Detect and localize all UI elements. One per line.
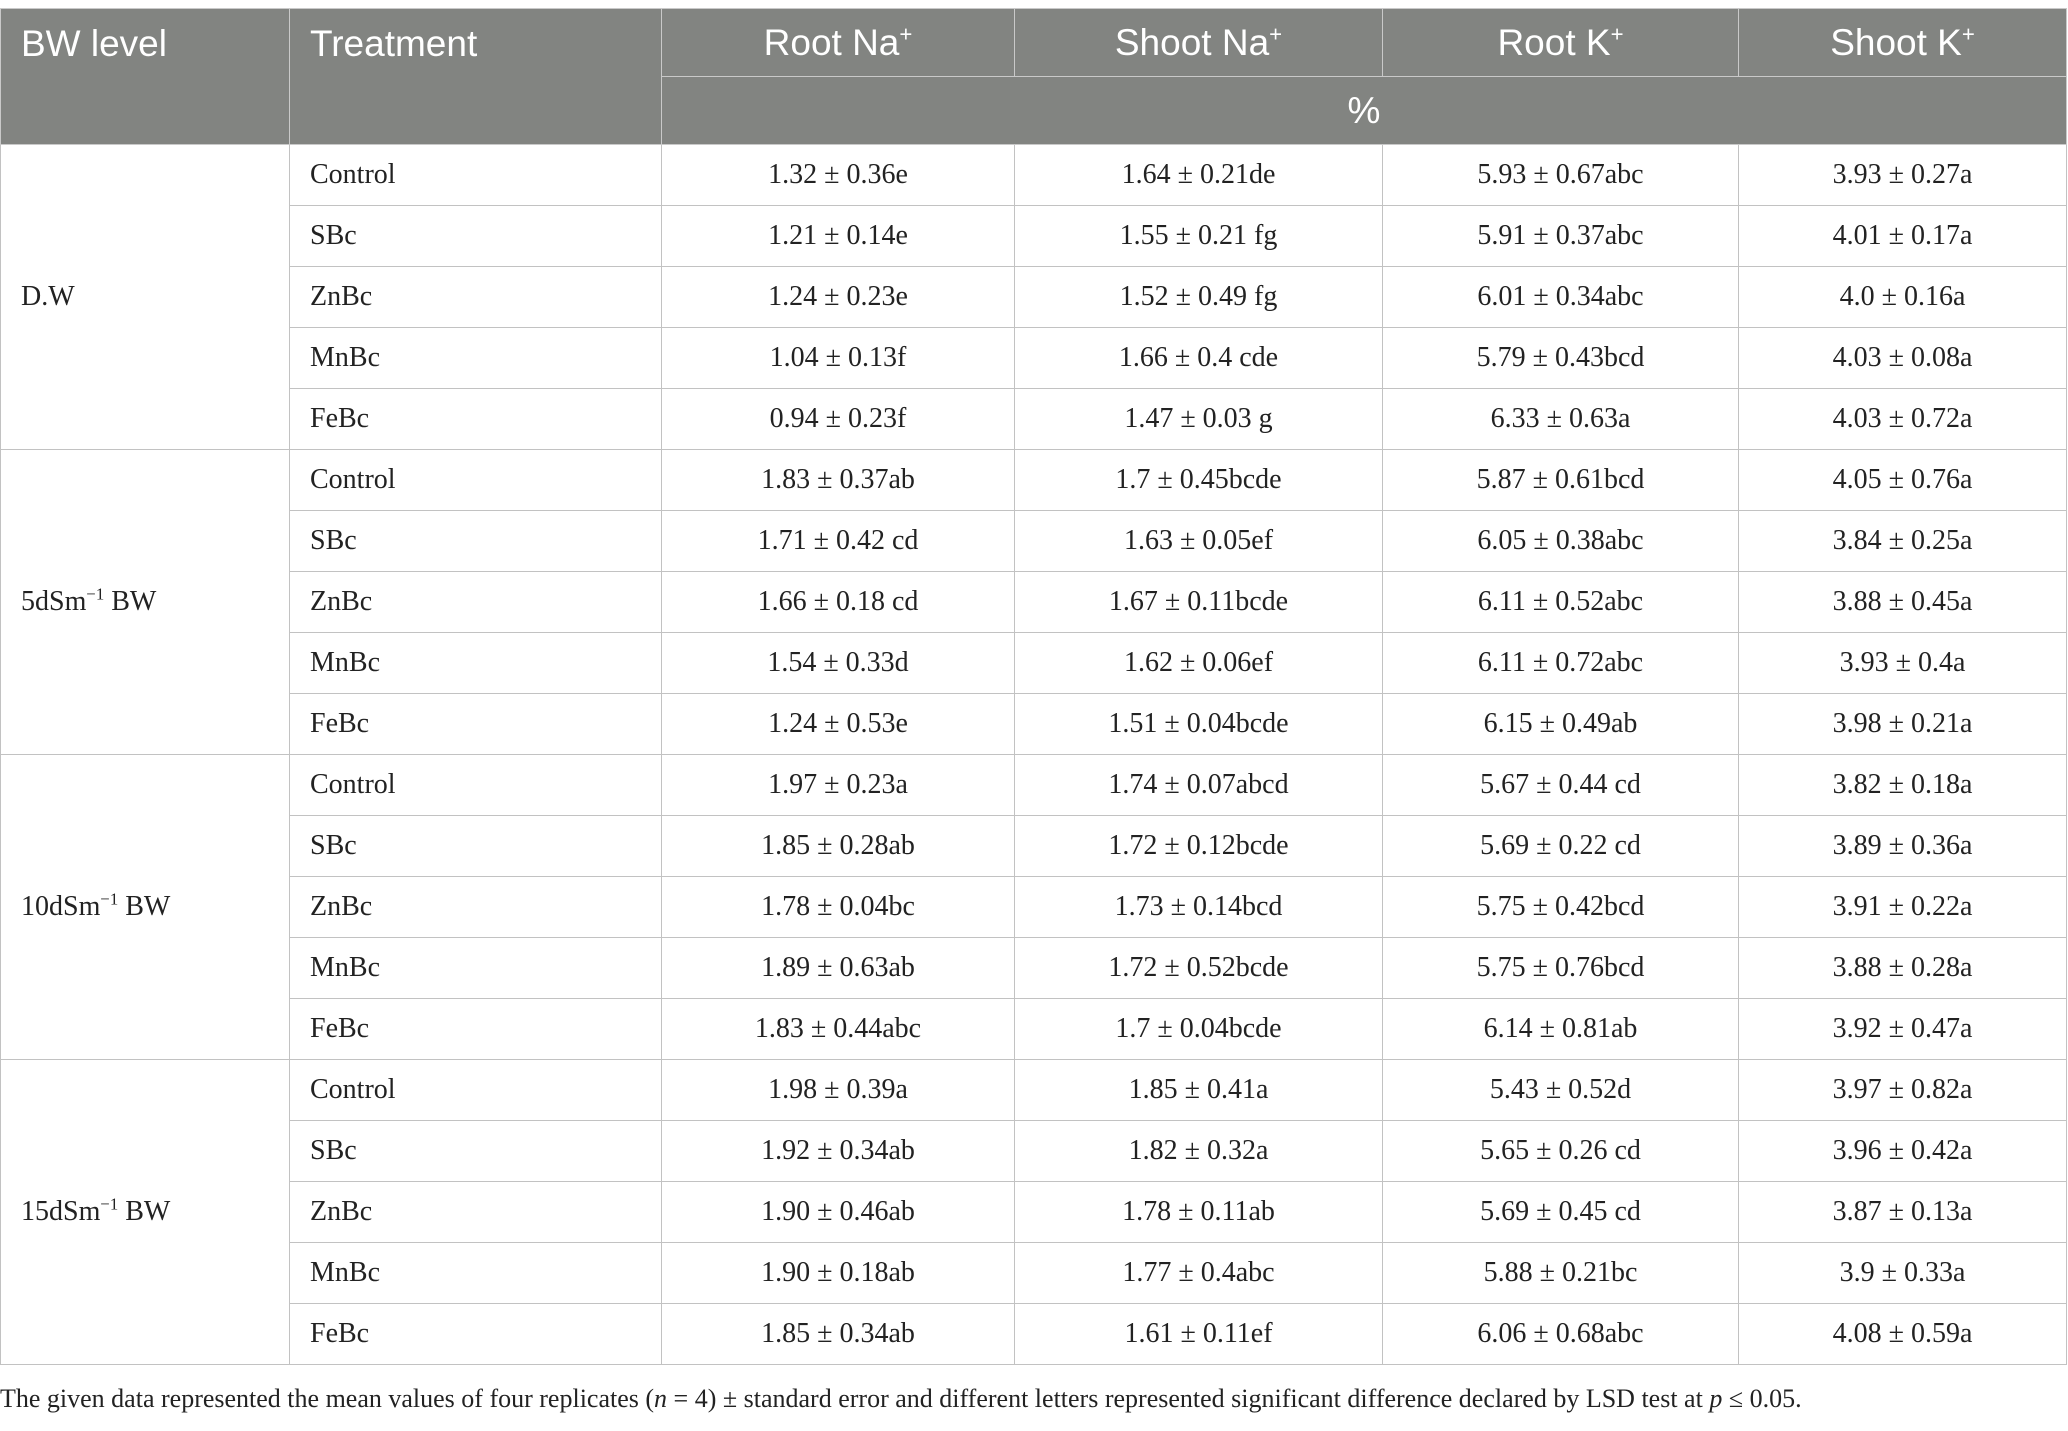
treatment-cell: MnBc (290, 1243, 662, 1304)
shoot-k-cell: 4.01 ± 0.17a (1739, 206, 2067, 267)
bw-level-cell: 15dSm$^{-1}$ BW (1, 1060, 290, 1365)
root-na-cell: 1.92 ± 0.34ab (662, 1121, 1015, 1182)
shoot-na-cell: 1.67 ± 0.11bcde (1015, 572, 1383, 633)
treatment-cell: MnBc (290, 328, 662, 389)
data-table (0, 8, 2067, 1365)
treatment-cell: Control (290, 1060, 662, 1121)
root-k-cell: 5.67 ± 0.44 cd (1383, 755, 1739, 816)
shoot-k-cell: 3.87 ± 0.13a (1739, 1182, 2067, 1243)
treatment-cell: ZnBc (290, 572, 662, 633)
treatment-cell: SBc (290, 1121, 662, 1182)
table-row (1, 755, 2067, 816)
root-k-cell: 6.05 ± 0.38abc (1383, 511, 1739, 572)
root-k-cell: 6.11 ± 0.72abc (1383, 633, 1739, 694)
root-k-cell: 6.06 ± 0.68abc (1383, 1304, 1739, 1365)
bw-level-cell: D.W (1, 145, 290, 450)
header-shoot-na: Shoot Na+ (1015, 9, 1383, 77)
root-na-cell: 1.78 ± 0.04bc (662, 877, 1015, 938)
shoot-k-cell: 3.97 ± 0.82a (1739, 1060, 2067, 1121)
shoot-na-cell: 1.73 ± 0.14bcd (1015, 877, 1383, 938)
shoot-na-cell: 1.61 ± 0.11ef (1015, 1304, 1383, 1365)
treatment-cell: MnBc (290, 633, 662, 694)
root-k-cell: 6.14 ± 0.81ab (1383, 999, 1739, 1060)
bw-level-cell: 5dSm$^{-1}$ BW (1, 450, 290, 755)
shoot-k-cell: 3.82 ± 0.18a (1739, 755, 2067, 816)
table-row (1, 633, 2067, 694)
table-row (1, 206, 2067, 267)
root-k-cell: 5.69 ± 0.45 cd (1383, 1182, 1739, 1243)
root-k-cell: 6.15 ± 0.49ab (1383, 694, 1739, 755)
root-k-cell: 5.65 ± 0.26 cd (1383, 1121, 1739, 1182)
table-row (1, 816, 2067, 877)
table-row (1, 1243, 2067, 1304)
root-k-cell: 5.93 ± 0.67abc (1383, 145, 1739, 206)
shoot-k-cell: 3.88 ± 0.45a (1739, 572, 2067, 633)
shoot-na-cell: 1.77 ± 0.4abc (1015, 1243, 1383, 1304)
table-row (1, 999, 2067, 1060)
root-k-cell: 6.33 ± 0.63a (1383, 389, 1739, 450)
header-bw-level: BW level (1, 9, 290, 145)
treatment-cell: FeBc (290, 694, 662, 755)
shoot-na-cell: 1.52 ± 0.49 fg (1015, 267, 1383, 328)
shoot-k-cell: 3.93 ± 0.4a (1739, 633, 2067, 694)
shoot-k-cell: 4.08 ± 0.59a (1739, 1304, 2067, 1365)
treatment-cell: FeBc (290, 1304, 662, 1365)
root-k-cell: 5.75 ± 0.42bcd (1383, 877, 1739, 938)
treatment-cell: Control (290, 145, 662, 206)
root-na-cell: 1.66 ± 0.18 cd (662, 572, 1015, 633)
root-na-cell: 1.90 ± 0.18ab (662, 1243, 1015, 1304)
root-na-cell: 1.32 ± 0.36e (662, 145, 1015, 206)
root-k-cell: 5.87 ± 0.61bcd (1383, 450, 1739, 511)
shoot-na-cell: 1.82 ± 0.32a (1015, 1121, 1383, 1182)
table-row (1, 328, 2067, 389)
shoot-k-cell: 3.96 ± 0.42a (1739, 1121, 2067, 1182)
root-na-cell: 1.89 ± 0.63ab (662, 938, 1015, 999)
treatment-cell: SBc (290, 816, 662, 877)
root-k-cell: 5.69 ± 0.22 cd (1383, 816, 1739, 877)
root-na-cell: 1.85 ± 0.28ab (662, 816, 1015, 877)
table-row (1, 1182, 2067, 1243)
root-na-cell: 1.04 ± 0.13f (662, 328, 1015, 389)
table-row (1, 572, 2067, 633)
table-body (1, 145, 2067, 1365)
table-row (1, 694, 2067, 755)
shoot-k-cell: 4.0 ± 0.16a (1739, 267, 2067, 328)
treatment-cell: Control (290, 755, 662, 816)
table-row (1, 938, 2067, 999)
header-root-k: Root K+ (1383, 9, 1739, 77)
treatment-cell: FeBc (290, 999, 662, 1060)
shoot-na-cell: 1.64 ± 0.21de (1015, 145, 1383, 206)
root-na-cell: 1.24 ± 0.53e (662, 694, 1015, 755)
shoot-k-cell: 3.84 ± 0.25a (1739, 511, 2067, 572)
shoot-k-cell: 4.05 ± 0.76a (1739, 450, 2067, 511)
shoot-na-cell: 1.55 ± 0.21 fg (1015, 206, 1383, 267)
table-row (1, 511, 2067, 572)
shoot-na-cell: 1.7 ± 0.04bcde (1015, 999, 1383, 1060)
header-treatment: Treatment (290, 9, 662, 145)
table-row (1, 1060, 2067, 1121)
shoot-na-cell: 1.47 ± 0.03 g (1015, 389, 1383, 450)
table-footnote: The given data represented the mean values of four replicates (n = 4) ± standard error and different letters represented significant difference declared by LSD test at p ≤ 0.05. (0, 1384, 1802, 1413)
root-na-cell: 1.85 ± 0.34ab (662, 1304, 1015, 1365)
root-k-cell: 5.79 ± 0.43bcd (1383, 328, 1739, 389)
shoot-na-cell: 1.66 ± 0.4 cde (1015, 328, 1383, 389)
shoot-na-cell: 1.78 ± 0.11ab (1015, 1182, 1383, 1243)
table-row (1, 145, 2067, 206)
shoot-k-cell: 3.9 ± 0.33a (1739, 1243, 2067, 1304)
treatment-cell: SBc (290, 511, 662, 572)
shoot-na-cell: 1.72 ± 0.52bcde (1015, 938, 1383, 999)
treatment-cell: ZnBc (290, 1182, 662, 1243)
treatment-cell: FeBc (290, 389, 662, 450)
root-k-cell: 5.88 ± 0.21bc (1383, 1243, 1739, 1304)
shoot-k-cell: 3.91 ± 0.22a (1739, 877, 2067, 938)
root-na-cell: 1.54 ± 0.33d (662, 633, 1015, 694)
table-header (1, 9, 2067, 145)
header-shoot-k: Shoot K+ (1739, 9, 2067, 77)
shoot-na-cell: 1.72 ± 0.12bcde (1015, 816, 1383, 877)
root-k-cell: 5.75 ± 0.76bcd (1383, 938, 1739, 999)
shoot-na-cell: 1.85 ± 0.41a (1015, 1060, 1383, 1121)
root-na-cell: 1.98 ± 0.39a (662, 1060, 1015, 1121)
table-row (1, 450, 2067, 511)
table-row (1, 1304, 2067, 1365)
treatment-cell: MnBc (290, 938, 662, 999)
table-row (1, 877, 2067, 938)
bw-level-cell: 10dSm$^{-1}$ BW (1, 755, 290, 1060)
root-k-cell: 5.91 ± 0.37abc (1383, 206, 1739, 267)
shoot-k-cell: 3.98 ± 0.21a (1739, 694, 2067, 755)
root-na-cell: 1.90 ± 0.46ab (662, 1182, 1015, 1243)
shoot-k-cell: 3.89 ± 0.36a (1739, 816, 2067, 877)
root-na-cell: 1.83 ± 0.37ab (662, 450, 1015, 511)
root-na-cell: 1.71 ± 0.42 cd (662, 511, 1015, 572)
root-k-cell: 6.11 ± 0.52abc (1383, 572, 1739, 633)
root-na-cell: 0.94 ± 0.23f (662, 389, 1015, 450)
root-k-cell: 6.01 ± 0.34abc (1383, 267, 1739, 328)
root-k-cell: 5.43 ± 0.52d (1383, 1060, 1739, 1121)
treatment-cell: SBc (290, 206, 662, 267)
shoot-na-cell: 1.63 ± 0.05ef (1015, 511, 1383, 572)
root-na-cell: 1.24 ± 0.23e (662, 267, 1015, 328)
treatment-cell: ZnBc (290, 877, 662, 938)
shoot-k-cell: 4.03 ± 0.08a (1739, 328, 2067, 389)
table-row (1, 1121, 2067, 1182)
treatment-cell: Control (290, 450, 662, 511)
root-na-cell: 1.21 ± 0.14e (662, 206, 1015, 267)
shoot-na-cell: 1.51 ± 0.04bcde (1015, 694, 1383, 755)
shoot-k-cell: 3.93 ± 0.27a (1739, 145, 2067, 206)
shoot-na-cell: 1.62 ± 0.06ef (1015, 633, 1383, 694)
shoot-na-cell: 1.74 ± 0.07abcd (1015, 755, 1383, 816)
root-na-cell: 1.83 ± 0.44abc (662, 999, 1015, 1060)
root-na-cell: 1.97 ± 0.23a (662, 755, 1015, 816)
table-row (1, 267, 2067, 328)
treatment-cell: ZnBc (290, 267, 662, 328)
header-root-na: Root Na+ (662, 9, 1015, 77)
table-row (1, 389, 2067, 450)
shoot-k-cell: 3.88 ± 0.28a (1739, 938, 2067, 999)
header-unit: % (662, 77, 2067, 145)
shoot-k-cell: 4.03 ± 0.72a (1739, 389, 2067, 450)
shoot-k-cell: 3.92 ± 0.47a (1739, 999, 2067, 1060)
shoot-na-cell: 1.7 ± 0.45bcde (1015, 450, 1383, 511)
